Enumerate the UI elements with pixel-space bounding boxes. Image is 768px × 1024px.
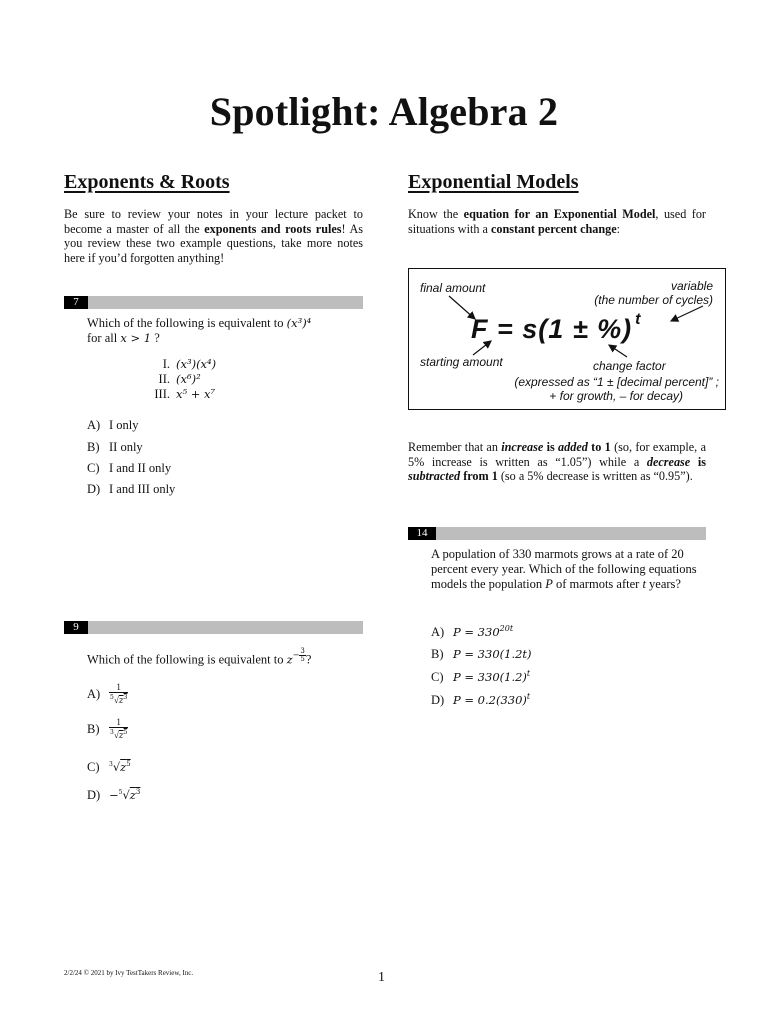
question-7-prompt: Which of the following is equivalent to (x³)⁴ for all x > 1 ? xyxy=(87,316,312,345)
question-14-prompt: A population of 330 marmots grows at a rate of 20 percent every year. Which of the following equations models the population P of marmots after t years? xyxy=(431,547,697,591)
question-7-bar xyxy=(64,296,363,309)
section-heading-exponents: Exponents & Roots xyxy=(64,171,230,193)
label-final-amount: final amount xyxy=(420,281,486,295)
q7-choice-c[interactable]: C) I and II only xyxy=(87,461,172,475)
section-heading-exponential-models: Exponential Models xyxy=(408,171,579,193)
page-title: Spotlight: Algebra 2 xyxy=(209,89,559,134)
exponents-intro: Be sure to review your notes in your lecture packet to become a master of all the exponents and roots rules! As you review these two example questions, take more notes here if you’d forgotten anything! xyxy=(64,207,364,265)
q9-choice-b[interactable]: B) $\frac{1}{^3√z^5}$ xyxy=(87,717,128,741)
q9-choice-c[interactable]: C) $^3√z^5$ xyxy=(87,760,131,774)
roman-item-1: I. (x³)(x⁴) xyxy=(162,357,217,371)
label-change-factor: change factor xyxy=(593,359,666,373)
roman-item-3: III. x⁵ + x⁷ xyxy=(154,387,216,401)
label-growth-decay: + for growth, – for decay) xyxy=(549,389,683,403)
q9-choice-a[interactable]: A) $\frac{1}{^5√z^3}$ xyxy=(87,682,128,706)
question-14-bar xyxy=(408,527,706,540)
remember-paragraph: Remember that an increase is added to 1 (so, for example, a 5% increase is written as “1.05”) while a decrease is subtracted from 1 (so a 5% decrease is written as “0.95”). xyxy=(408,440,706,484)
footer-copyright: 2/2/24 © 2021 by Ivy TestTakers Review, Inc. xyxy=(64,969,194,977)
q7-choice-a[interactable]: A) I only xyxy=(87,418,139,432)
question-9-number: 9 xyxy=(64,621,88,634)
formula-equation: F = s(1 ± %) $^t$ xyxy=(471,311,642,344)
q14-choice-d[interactable]: D) $P = 0.2(330)^t$ xyxy=(431,692,531,707)
q9-choice-d[interactable]: $D) -^5√z^3$ xyxy=(87,788,141,802)
q14-choice-a[interactable]: A) $P = 330^{20t}$ xyxy=(431,624,514,639)
q14-choice-b[interactable]: B) P = 330(1.2t) xyxy=(431,647,532,661)
page-number: 1 xyxy=(378,970,385,985)
q7-choice-d[interactable]: D) I and III only xyxy=(87,482,176,496)
question-14-number: 14 xyxy=(408,527,436,540)
label-variable: variable xyxy=(670,279,713,293)
exponential-intro: Know the equation for an Exponential Model, used for situations with a constant percent change: xyxy=(408,207,706,236)
arrow-variable xyxy=(671,306,703,321)
q7-choice-b[interactable]: B) II only xyxy=(87,440,143,454)
arrow-change-factor xyxy=(609,345,627,357)
label-starting-amount: starting amount xyxy=(420,355,503,369)
question-9-prompt: Which of the following is equivalent to z− $\frac{3}{5}$ ? xyxy=(87,647,312,667)
question-9-bar xyxy=(64,621,363,634)
formula-box xyxy=(408,268,726,410)
label-variable-sub: (the number of cycles) xyxy=(594,293,713,307)
label-expressed: (expressed as “1 ± [decimal percent]” ; xyxy=(514,375,719,389)
roman-item-2: II. (x⁶)² xyxy=(158,372,201,386)
question-7-number: 7 xyxy=(64,296,88,309)
q14-choice-c[interactable]: C) $P = 330(1.2)^t$ xyxy=(431,669,531,684)
